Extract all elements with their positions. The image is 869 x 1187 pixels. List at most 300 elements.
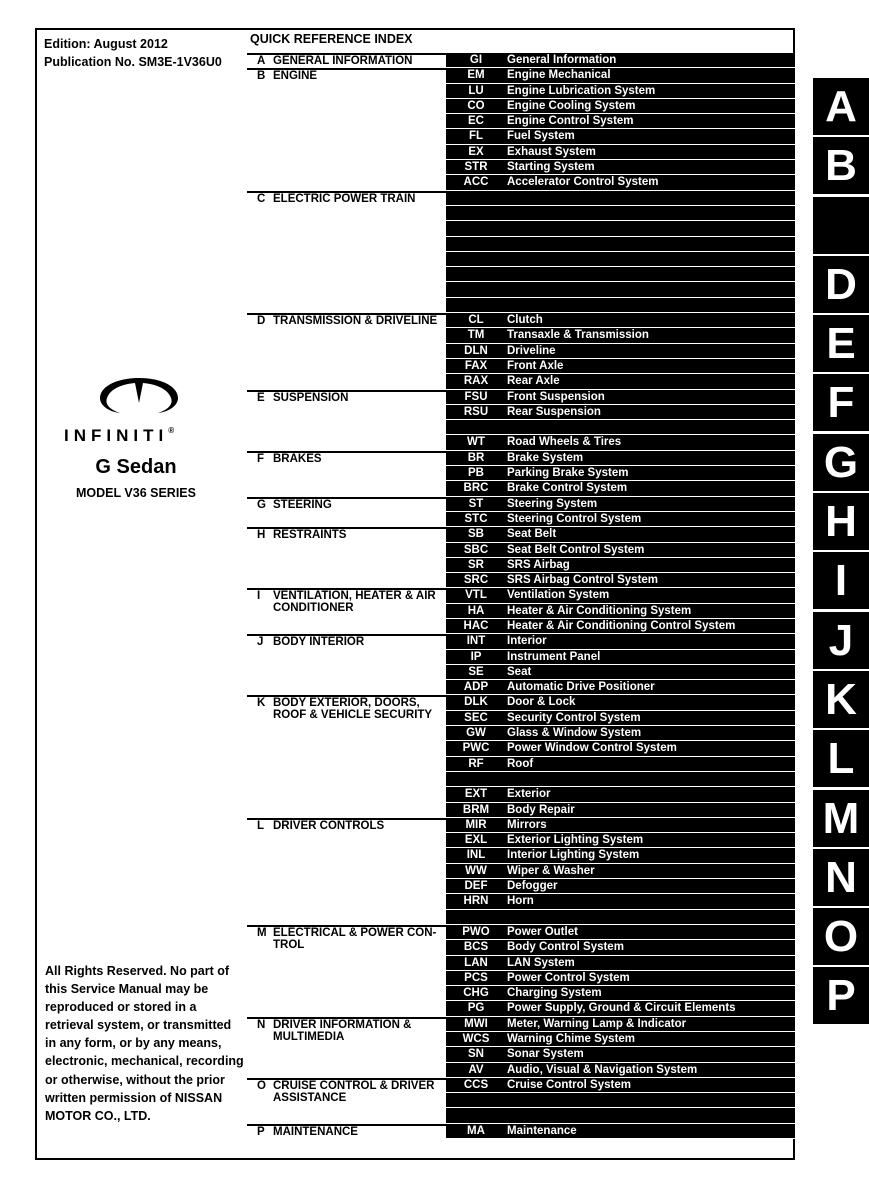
section-cell — [247, 1078, 446, 1104]
chapter-title[interactable]: Defogger — [507, 880, 558, 893]
chapter-code[interactable]: FL — [468, 130, 484, 143]
chapter-code[interactable]: BRC — [463, 482, 489, 495]
section-cell — [247, 206, 446, 221]
index-row — [247, 956, 795, 971]
chapter-title[interactable]: Accelerator Control System — [507, 176, 659, 189]
chapter-bar — [446, 237, 795, 252]
section-cell — [247, 84, 446, 99]
section-cell — [247, 711, 446, 726]
section-tab[interactable]: N — [813, 849, 869, 906]
copyright-notice: All Rights Reserved. No part of this Service Manual may be reproduced or stored in a retrieval system, or transmitted in any form, or by any means, electronic, mechanical, recording or otherwise, without the prior written permission of NISSAN MOTOR CO., LTD. — [45, 964, 244, 1123]
section-letter: J — [257, 636, 264, 649]
section-cell — [247, 833, 446, 848]
index-row — [247, 604, 795, 619]
chapter-code[interactable]: EXT — [464, 788, 488, 801]
chapter-title[interactable]: Road Wheels & Tires — [507, 436, 622, 449]
chapter-title[interactable]: Power Control System — [507, 971, 630, 984]
section-cell — [247, 787, 446, 802]
chapter-title[interactable]: Parking Brake System — [507, 467, 629, 480]
section-letter: B — [257, 70, 266, 83]
index-row — [247, 1032, 795, 1047]
section-cell — [247, 650, 446, 665]
section-letter: L — [257, 819, 265, 832]
chapter-code[interactable]: ST — [468, 497, 484, 510]
chapter-title[interactable]: Wiper & Washer — [507, 864, 595, 877]
chapter-bar — [446, 910, 795, 925]
index-row — [247, 1108, 795, 1123]
chapter-code[interactable]: FAX — [464, 359, 488, 372]
chapter-bar — [446, 282, 795, 297]
section-tab[interactable]: D — [813, 256, 869, 313]
section-cell — [247, 543, 446, 558]
section-cell — [247, 481, 446, 496]
chapter-title[interactable]: Body Repair — [507, 803, 575, 816]
chapter-code[interactable]: SE — [468, 665, 484, 678]
index-row — [247, 650, 795, 665]
section-cell — [247, 344, 446, 359]
section-cell — [247, 619, 446, 634]
section-cell — [247, 313, 446, 328]
chapter-title[interactable]: Front Suspension — [507, 390, 605, 403]
index-row — [247, 619, 795, 634]
chapter-title[interactable]: Engine Mechanical — [507, 69, 611, 82]
index-row — [247, 481, 795, 496]
chapter-title[interactable]: Warning Chime System — [507, 1033, 636, 1045]
section-cell — [247, 940, 446, 955]
chapter-title[interactable]: Roof — [507, 757, 534, 770]
brand-text: INFINITI — [64, 426, 169, 445]
chapter-title[interactable]: Power Window Control System — [507, 742, 677, 755]
section-cell — [247, 1032, 446, 1047]
index-row — [247, 573, 795, 588]
chapter-code[interactable]: RF — [468, 757, 484, 770]
section-letter: N — [257, 1018, 266, 1031]
index-row — [247, 1047, 795, 1062]
chapter-bar — [446, 221, 795, 236]
section-letter: D — [257, 315, 266, 328]
section-letter: M — [257, 926, 267, 939]
chapter-title[interactable]: Transaxle & Transmission — [507, 329, 649, 342]
index-row — [247, 129, 795, 144]
section-letter: O — [257, 1079, 266, 1092]
index-row — [247, 99, 795, 114]
section-cell — [247, 53, 446, 68]
section-letter: K — [257, 697, 266, 710]
index-row — [247, 466, 795, 481]
section-cell — [247, 374, 446, 389]
chapter-title[interactable]: LAN System — [507, 956, 575, 969]
chapter-title[interactable]: Brake Control System — [507, 482, 628, 495]
section-tab[interactable] — [813, 197, 869, 254]
brand-name — [64, 426, 224, 446]
section-cell — [247, 1124, 446, 1139]
chapter-title[interactable]: Sonar System — [507, 1048, 584, 1061]
section-name[interactable]: BRAKES — [273, 452, 322, 465]
chapter-code[interactable]: SEC — [464, 711, 488, 724]
section-cell — [247, 282, 446, 297]
chapter-bar — [446, 298, 795, 313]
index-row — [247, 512, 795, 527]
index-row — [247, 191, 795, 206]
index-row — [247, 741, 795, 756]
chapter-title[interactable]: Door & Lock — [507, 696, 576, 709]
chapter-title[interactable]: Interior — [507, 635, 547, 648]
section-name[interactable]: MAINTENANCE — [273, 1125, 358, 1138]
chapter-code[interactable]: RAX — [463, 375, 489, 388]
section-letter: F — [257, 452, 265, 465]
section-cell — [247, 1108, 446, 1123]
chapter-title[interactable]: Interior Lighting System — [507, 849, 640, 862]
chapter-title[interactable]: Exhaust System — [507, 145, 596, 158]
chapter-code[interactable]: PB — [468, 467, 484, 480]
section-cell — [247, 925, 446, 951]
chapter-code[interactable]: BCS — [463, 941, 489, 954]
section-name[interactable]: BODY EXTERIOR, DOORS, ROOF & VEHICLE SECURITY — [273, 697, 433, 722]
index-row — [247, 420, 795, 435]
section-tabs — [813, 78, 869, 1027]
chapter-bar — [446, 191, 795, 206]
chapter-code[interactable]: EXL — [464, 834, 488, 847]
chapter-code[interactable]: IP — [470, 650, 482, 663]
chapter-title[interactable]: Heater & Air Conditioning Control System — [507, 619, 736, 632]
chapter-title[interactable]: Engine Lubrication System — [507, 84, 656, 97]
index-title: QUICK REFERENCE INDEX — [250, 32, 413, 46]
index-row — [247, 757, 795, 772]
section-name[interactable]: ELECTRIC POWER TRAIN — [273, 192, 416, 205]
section-cell — [247, 99, 446, 114]
chapter-code[interactable]: CL — [468, 314, 484, 327]
chapter-code[interactable]: PG — [467, 1002, 485, 1015]
section-cell — [247, 145, 446, 160]
section-cell — [247, 588, 446, 615]
infiniti-logo-icon — [98, 376, 180, 414]
section-cell — [247, 405, 446, 420]
chapter-code[interactable]: SN — [468, 1048, 484, 1061]
section-name[interactable]: STEERING — [273, 498, 332, 511]
chapter-code[interactable]: DLN — [464, 344, 488, 357]
chapter-title[interactable]: Power Supply, Ground & Circuit Elements — [507, 1002, 736, 1015]
section-cell — [247, 772, 446, 787]
chapter-code[interactable]: LAN — [464, 956, 488, 969]
section-cell — [247, 68, 446, 83]
section-cell — [247, 558, 446, 573]
chapter-code[interactable]: ACC — [463, 176, 489, 189]
chapter-title[interactable]: Starting System — [507, 161, 595, 174]
section-cell — [247, 390, 446, 405]
index-row — [247, 971, 795, 986]
chapter-code[interactable]: VTL — [465, 589, 487, 602]
section-cell — [247, 512, 446, 527]
index-row — [247, 894, 795, 909]
chapter-code[interactable]: CO — [467, 99, 485, 112]
index-row — [247, 206, 795, 221]
index-row — [247, 864, 795, 879]
section-name[interactable]: TRANSMISSION & DRIVELINE — [273, 315, 438, 328]
index-row — [247, 451, 795, 466]
index-row — [247, 1124, 795, 1139]
publication-number: Publication No. SM3E-1V36U0 — [44, 55, 222, 69]
chapter-title[interactable]: Charging System — [507, 987, 602, 1000]
chapter-code[interactable]: EC — [468, 115, 484, 128]
chapter-title[interactable]: SRS Airbag Control System — [507, 574, 659, 587]
chapter-title[interactable]: Instrument Panel — [507, 650, 601, 663]
section-tab[interactable]: A — [813, 78, 869, 135]
chapter-code[interactable]: HRN — [463, 895, 489, 908]
index-row — [247, 252, 795, 267]
index-row — [247, 634, 795, 649]
chapter-bar — [446, 267, 795, 282]
section-cell — [247, 298, 446, 313]
section-tab[interactable]: K — [813, 671, 869, 728]
chapter-title[interactable]: Front Axle — [507, 359, 564, 372]
section-cell — [247, 573, 446, 588]
chapter-code[interactable]: SRC — [463, 574, 489, 587]
index-row — [247, 405, 795, 420]
section-name[interactable]: ELECTRICAL & POWER CON-TROL — [273, 926, 437, 951]
index-row — [247, 1078, 795, 1104]
chapter-bar — [446, 1108, 795, 1123]
index-row — [247, 298, 795, 313]
section-cell — [247, 160, 446, 175]
section-tab[interactable]: M — [813, 790, 869, 847]
index-row — [247, 940, 795, 955]
index-row — [247, 910, 795, 925]
section-name[interactable]: VENTILATION, HEATER & AIR CONDITIONER — [273, 590, 436, 615]
chapter-code[interactable]: LU — [468, 84, 484, 97]
chapter-bar — [446, 420, 795, 435]
section-letter: C — [257, 192, 266, 205]
chapter-code[interactable]: MA — [467, 1124, 485, 1137]
model-series: MODEL V36 SERIES — [76, 486, 196, 500]
index-row — [247, 221, 795, 236]
section-cell — [247, 695, 446, 722]
chapter-code[interactable]: INL — [466, 849, 486, 862]
section-letter: A — [257, 55, 266, 67]
chapter-code[interactable]: HA — [467, 604, 485, 617]
edition-info — [44, 35, 222, 71]
chapter-code[interactable]: TM — [467, 329, 485, 342]
section-cell — [247, 328, 446, 343]
section-name[interactable]: SUSPENSION — [273, 391, 349, 404]
section-cell — [247, 894, 446, 909]
chapter-title[interactable]: Power Outlet — [507, 925, 578, 938]
section-tab[interactable]: O — [813, 908, 869, 965]
chapter-title[interactable]: Maintenance — [507, 1124, 577, 1137]
section-cell — [247, 741, 446, 756]
chapter-title[interactable]: Seat — [507, 665, 532, 678]
section-name[interactable]: RESTRAINTS — [273, 529, 347, 542]
chapter-title[interactable]: Fuel System — [507, 130, 575, 143]
section-name[interactable]: ENGINE — [273, 70, 318, 83]
chapter-title[interactable]: Glass & Window System — [507, 727, 642, 740]
chapter-title[interactable]: General Information — [507, 54, 617, 66]
index-row — [247, 267, 795, 282]
section-tab[interactable]: F — [813, 374, 869, 431]
section-tab[interactable]: H — [813, 493, 869, 550]
chapter-code[interactable]: CCS — [463, 1078, 489, 1091]
chapter-code[interactable]: ADP — [463, 681, 489, 694]
chapter-title[interactable]: Engine Cooling System — [507, 99, 636, 112]
section-cell — [247, 175, 446, 190]
chapter-code[interactable]: FSU — [464, 390, 488, 403]
section-cell — [247, 1017, 446, 1043]
section-cell — [247, 803, 446, 818]
section-letter: G — [257, 498, 266, 511]
index-row — [247, 374, 795, 389]
section-cell — [247, 757, 446, 772]
chapter-code[interactable]: BRM — [462, 803, 490, 816]
chapter-title[interactable]: Meter, Warning Lamp & Indicator — [507, 1017, 687, 1030]
chapter-title[interactable]: Automatic Drive Positioner — [507, 681, 655, 694]
chapter-title[interactable]: Clutch — [507, 314, 543, 327]
index-row — [247, 726, 795, 741]
section-cell — [247, 848, 446, 863]
chapter-code[interactable]: MWI — [464, 1017, 488, 1030]
chapter-code[interactable]: AV — [468, 1063, 484, 1076]
index-row — [247, 84, 795, 99]
chapter-bar — [446, 1093, 795, 1108]
index-row — [247, 344, 795, 359]
index-row — [247, 803, 795, 818]
index-row — [247, 1093, 795, 1108]
chapter-title[interactable]: Horn — [507, 895, 534, 908]
section-cell — [247, 910, 446, 925]
section-tab[interactable]: J — [813, 612, 869, 669]
chapter-code[interactable]: DEF — [464, 880, 488, 893]
chapter-title[interactable]: Brake System — [507, 451, 584, 464]
chapter-title[interactable]: Mirrors — [507, 818, 547, 831]
section-cell — [247, 971, 446, 986]
chapter-code[interactable]: BR — [467, 451, 485, 464]
chapter-code[interactable]: SB — [468, 528, 484, 541]
section-name[interactable]: GENERAL INFORMATION — [273, 55, 413, 67]
chapter-code[interactable]: WCS — [462, 1033, 490, 1045]
chapter-title[interactable]: Audio, Visual & Navigation System — [507, 1063, 698, 1076]
chapter-code[interactable]: WW — [465, 864, 487, 877]
index-row — [247, 787, 795, 802]
chapter-code[interactable]: PWO — [462, 925, 490, 938]
index-row — [247, 160, 795, 175]
chapter-title[interactable]: Seat Belt Control System — [507, 543, 645, 556]
chapter-code[interactable]: GI — [469, 54, 483, 66]
section-name[interactable]: CRUISE CONTROL & DRIVER ASSISTANCE — [273, 1079, 435, 1104]
section-cell — [247, 237, 446, 252]
chapter-code[interactable]: EM — [467, 69, 485, 82]
section-cell — [247, 864, 446, 879]
chapter-code[interactable]: PWC — [462, 742, 490, 755]
chapter-title[interactable]: SRS Airbag — [507, 558, 570, 571]
section-cell — [247, 497, 446, 512]
section-cell — [247, 114, 446, 129]
chapter-code[interactable]: CHG — [463, 987, 489, 1000]
chapter-code[interactable]: MIR — [465, 818, 487, 831]
section-tab[interactable]: B — [813, 137, 869, 194]
chapter-title[interactable]: Seat Belt — [507, 528, 557, 541]
section-tab[interactable]: I — [813, 552, 869, 609]
chapter-title[interactable]: Exterior Lighting System — [507, 834, 644, 847]
section-name[interactable]: BODY INTERIOR — [273, 636, 365, 649]
chapter-code[interactable]: INT — [466, 635, 486, 648]
section-cell — [247, 359, 446, 374]
section-tab[interactable]: L — [813, 730, 869, 787]
index-row — [247, 435, 795, 450]
section-cell — [247, 986, 446, 1001]
chapter-code[interactable]: SR — [468, 558, 484, 571]
chapter-code[interactable]: RSU — [463, 405, 489, 418]
index-row — [247, 237, 795, 252]
section-cell — [247, 665, 446, 680]
chapter-code[interactable]: SBC — [463, 543, 489, 556]
registered-mark: ® — [168, 426, 175, 435]
chapter-code[interactable]: EX — [468, 145, 484, 158]
chapter-code[interactable]: DLK — [464, 696, 488, 709]
section-name[interactable]: DRIVER INFORMATION & MULTIMEDIA — [273, 1018, 412, 1043]
chapter-title[interactable]: Rear Axle — [507, 375, 560, 388]
chapter-title[interactable]: Rear Suspension — [507, 405, 601, 418]
index-row — [247, 833, 795, 848]
section-cell — [247, 221, 446, 236]
chapter-title[interactable]: Heater & Air Conditioning System — [507, 604, 692, 617]
index-row — [247, 1063, 795, 1078]
model-name: G Sedan — [95, 456, 177, 478]
chapter-code[interactable]: PCS — [464, 971, 488, 984]
section-letter: I — [257, 590, 261, 603]
index-row — [247, 359, 795, 374]
chapter-title[interactable]: Engine Control System — [507, 115, 634, 128]
index-row — [247, 328, 795, 343]
section-cell — [247, 435, 446, 450]
chapter-title[interactable]: Driveline — [507, 344, 556, 357]
chapter-code[interactable]: GW — [466, 727, 486, 740]
section-name[interactable]: DRIVER CONTROLS — [273, 819, 385, 832]
index-row — [247, 313, 795, 328]
section-tab[interactable]: P — [813, 967, 869, 1024]
index-row — [247, 879, 795, 894]
chapter-code[interactable]: STC — [464, 512, 488, 525]
section-cell — [247, 604, 446, 619]
chapter-title[interactable]: Exterior — [507, 788, 551, 801]
chapter-title[interactable]: Ventilation System — [507, 589, 610, 602]
chapter-code[interactable]: STR — [464, 161, 488, 174]
section-cell — [247, 267, 446, 282]
index-row — [247, 68, 795, 83]
index-row — [247, 986, 795, 1001]
index-row — [247, 390, 795, 405]
chapter-bar — [446, 252, 795, 267]
chapter-title[interactable]: Steering System — [507, 497, 598, 510]
chapter-title[interactable]: Steering Control System — [507, 512, 642, 525]
index-row — [247, 114, 795, 129]
section-cell — [247, 420, 446, 435]
section-cell — [247, 1047, 446, 1062]
section-tab[interactable]: G — [813, 434, 869, 491]
index-row — [247, 53, 795, 68]
chapter-title[interactable]: Body Control System — [507, 941, 624, 954]
chapter-title[interactable]: Cruise Control System — [507, 1078, 631, 1091]
section-tab[interactable]: E — [813, 315, 869, 372]
section-cell — [247, 129, 446, 144]
chapter-code[interactable]: HAC — [463, 619, 489, 632]
chapter-bar — [446, 772, 795, 787]
index-row — [247, 558, 795, 573]
section-cell — [247, 879, 446, 894]
chapter-code[interactable]: WT — [467, 436, 485, 449]
index-row — [247, 772, 795, 787]
section-cell — [247, 527, 446, 542]
index-row — [247, 665, 795, 680]
chapter-title[interactable]: Security Control System — [507, 711, 641, 724]
chapter-bar — [446, 206, 795, 221]
